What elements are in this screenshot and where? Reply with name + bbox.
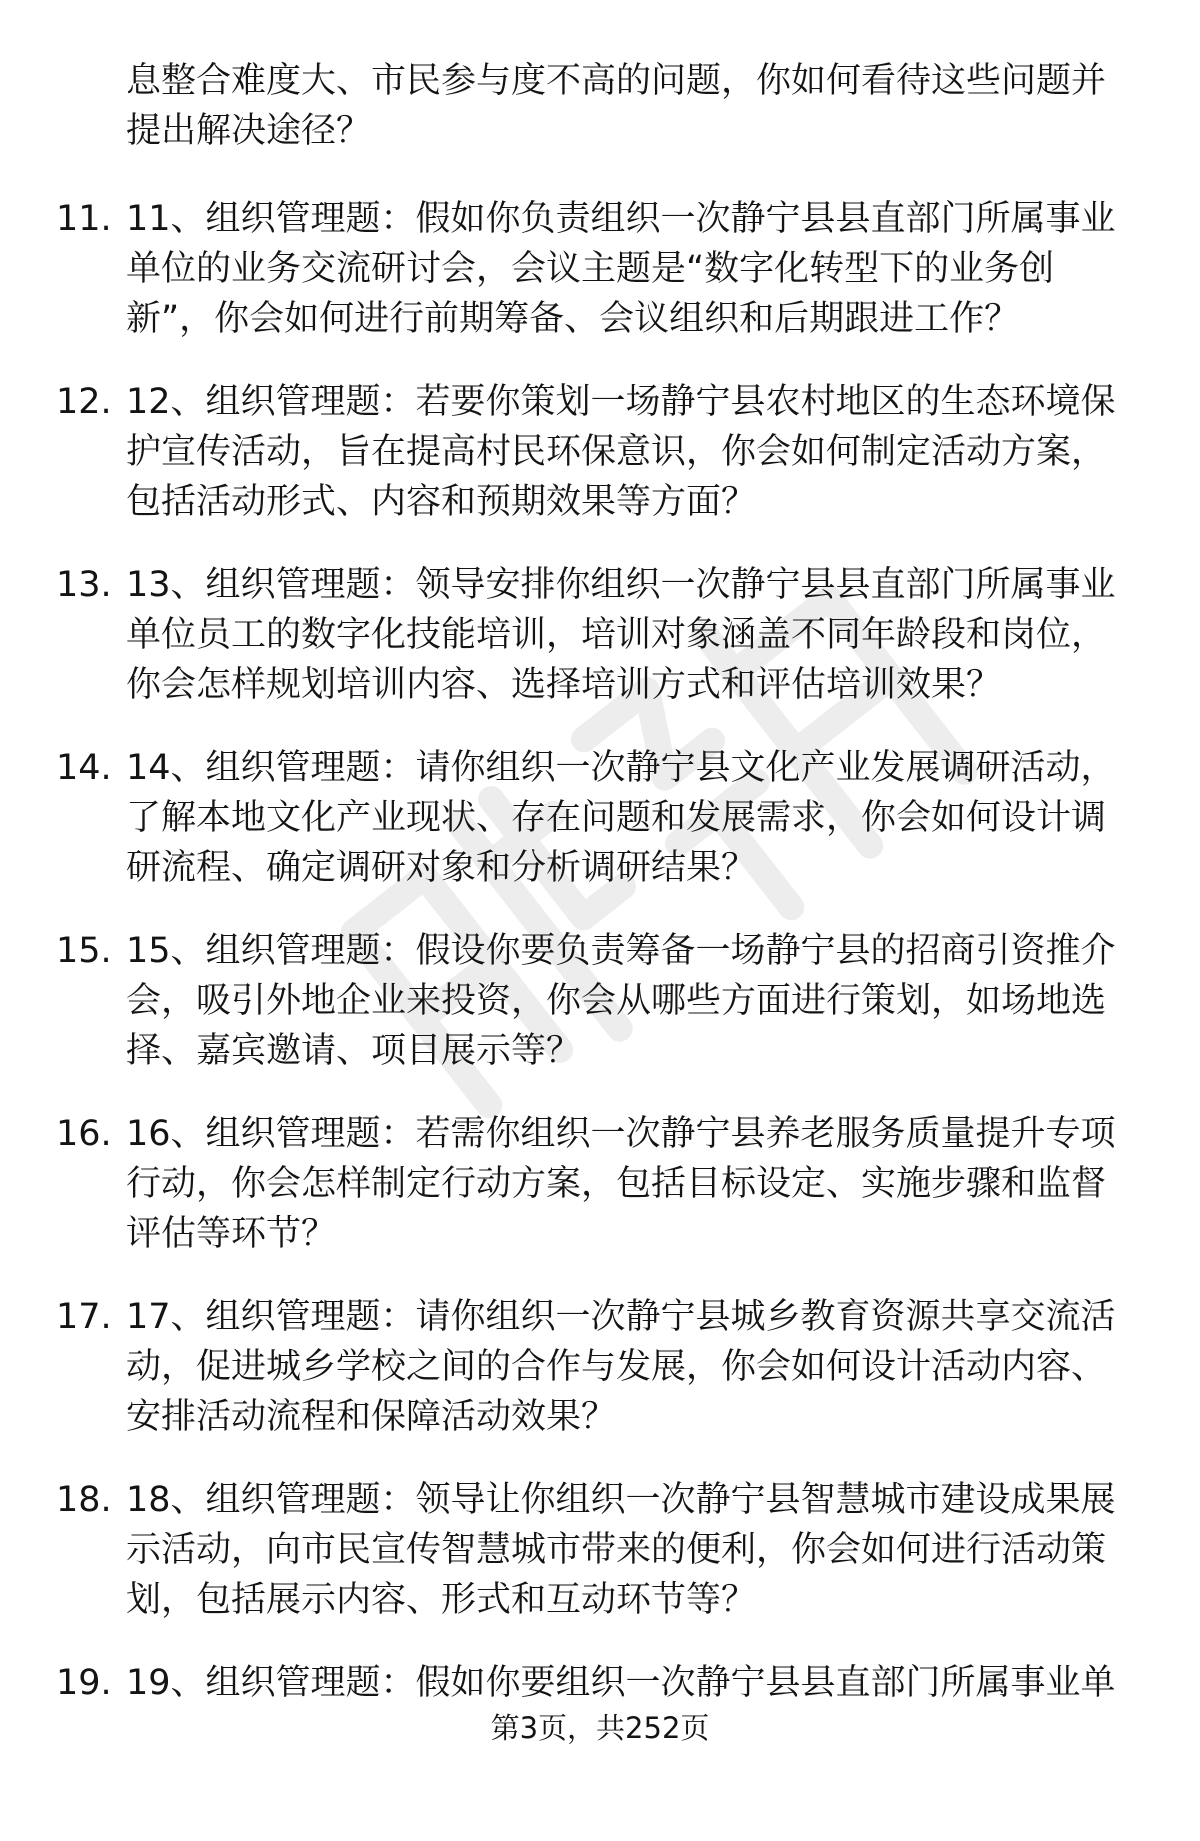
question-text: 14、组织管理题：请你组织一次静宁县文化产业发展调研活动，了解本地文化产业现状、存在问题和发展需求，你会如何设计调研流程、确定调研对象和分析调研结果？ bbox=[126, 748, 1116, 888]
question-number: 14. bbox=[56, 748, 112, 788]
question-number: 13. bbox=[56, 565, 112, 605]
question-text: 18、组织管理题：领导让你组织一次静宁县智慧城市建设成果展示活动，向市民宣传智慧城市带来的便利，你会如何进行活动策划，包括展示内容、形式和互动环节等？ bbox=[126, 1480, 1116, 1620]
question-list bbox=[0, 194, 1200, 1841]
question-item bbox=[0, 194, 1200, 377]
question-text: 11、组织管理题：假如你负责组织一次静宁县县直部门所属事业单位的业务交流研讨会，会议主题是“数字化转型下的业务创新”，你会如何进行前期筹备、会议组织和后期跟进工作？ bbox=[126, 199, 1116, 339]
question-item bbox=[0, 560, 1200, 743]
question-text: 13、组织管理题：领导安排你组织一次静宁县县直部门所属事业单位员工的数字化技能培训，培训对象涵盖不同年龄段和岗位，你会怎样规划培训内容、选择培训方式和评估培训效果？ bbox=[126, 565, 1116, 705]
question-item bbox=[0, 926, 1200, 1109]
question-item bbox=[0, 377, 1200, 560]
page-footer: 第3页，共252页 bbox=[490, 1711, 710, 1745]
question-text: 17、组织管理题：请你组织一次静宁县城乡教育资源共享交流活动，促进城乡学校之间的合作与发展，你会如何设计活动内容、安排活动流程和保障活动效果？ bbox=[126, 1297, 1116, 1437]
question-text: 15、组织管理题：假设你要负责筹备一场静宁县的招商引资推介会，吸引外地企业来投资，你会从哪些方面进行策划，如场地选择、嘉宾邀请、项目展示等？ bbox=[126, 931, 1116, 1071]
question-number: 18. bbox=[56, 1480, 112, 1520]
question-item bbox=[0, 1292, 1200, 1475]
continued-question-text: 息整合难度大、市民参与度不高的问题，你如何看待这些问题并提出解决途径？ bbox=[126, 61, 1107, 151]
question-text: 16、组织管理题：若需你组织一次静宁县养老服务质量提升专项行动，你会怎样制定行动方案，包括目标设定、实施步骤和监督评估等环节？ bbox=[126, 1114, 1116, 1254]
question-number: 16. bbox=[56, 1114, 112, 1154]
question-number: 17. bbox=[56, 1297, 112, 1337]
question-item bbox=[0, 1658, 1200, 1841]
question-text: 12、组织管理题：若要你策划一场静宁县农村地区的生态环境保护宣传活动，旨在提高村民环保意识，你会如何制定活动方案，包括活动形式、内容和预期效果等方面？ bbox=[126, 382, 1116, 522]
question-text: 19、组织管理题：假如你要组织一次静宁县县直部门所属事业单 bbox=[126, 1663, 1116, 1703]
question-item bbox=[0, 743, 1200, 926]
question-number: 15. bbox=[56, 931, 112, 971]
question-number: 12. bbox=[56, 382, 112, 422]
question-item bbox=[0, 1475, 1200, 1658]
question-number: 19. bbox=[56, 1663, 112, 1703]
question-item bbox=[0, 1109, 1200, 1292]
question-number: 11. bbox=[56, 199, 112, 239]
